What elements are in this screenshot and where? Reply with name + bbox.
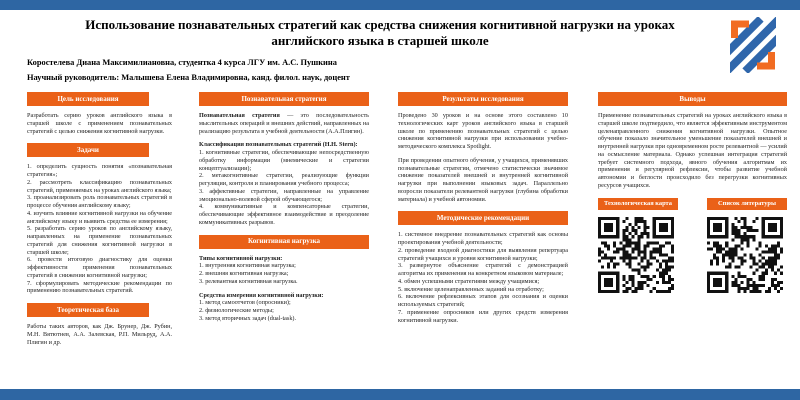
qr-section: [598, 198, 787, 293]
recommendation-item: 4. обмен успешными стратегиями между учащимися;: [398, 277, 540, 285]
university-logo-icon: [730, 17, 776, 73]
task-item: 3. проанализировать роль познавательных стратегий в процессе обучения английскому языку;: [27, 194, 172, 209]
measure-item: 1. метод самоотчетов (опросники);: [199, 299, 291, 307]
poster-title: Использование познавательных стратегий как средства снижения когнитивной нагрузки на уроках английского языка в старшей школе: [85, 17, 675, 49]
measure-item: 3. метод вторичных задач (dual-task).: [199, 314, 297, 322]
recommendation-item: 6. включение рефлексивных этапов для осознания и оценки используемых стратегий;: [398, 293, 568, 308]
qr-code-tech-map: [598, 217, 674, 293]
load-types-heading: Типы когнитивной нагрузки:: [199, 254, 283, 262]
section-header-strategy: Познавательная стратегия: [199, 92, 369, 106]
task-item: 7. сформулировать методические рекомендации по применению познавательных стратегий.: [27, 279, 172, 295]
recommendation-item: 1. системное внедрение познавательных стратегий как основы проектирования учебной деятельности;: [398, 231, 568, 246]
classification-item: 4. коммуникативные и компенсаторные стратегии, обеспечивающие эффективное взаимодействие и преодоление коммуникативных разрывов.: [199, 203, 369, 226]
section-header-tasks: Задачи: [27, 143, 149, 157]
strategy-definition-lead: Познавательная стратегия: [199, 112, 280, 119]
references-block: [707, 198, 787, 293]
task-item: 4. изучить влияние когнитивной нагрузки на обучение английскому языку и выявить средства ее измерения;: [27, 209, 172, 225]
column-results-recommendations: [398, 92, 568, 324]
classification-item: 2. метакогнитивные стратегии, реализующие функции регуляции, контроля и планирования учебного процесса;: [199, 172, 369, 187]
section-header-recommendations: Методические рекомендации: [398, 211, 568, 225]
measures-heading: Средства измерения когнитивной нагрузки:: [199, 291, 324, 299]
results-paragraph-1: Проведено 30 уроков и на основе этого составлено 10 технологических карт уроков английского языка в старшей школе по применению познавательных стратегий с целью снижения когнитивной нагрузки при использовании учебно-методического комплекса Spotlight.: [398, 112, 568, 150]
section-header-conclusions: Выводы: [598, 92, 787, 106]
supervisor-line: Научный руководитель: Малышева Елена Владимировна, канд. филол. наук, доцент: [27, 73, 350, 83]
qr-label-references: Список литературы: [707, 198, 787, 210]
goal-text: Разработать серию уроков английского языка в старшей школе с применением познавательных стратегий с целью снижения когнитивной нагрузки.: [27, 112, 172, 135]
bottom-accent-bar: [0, 389, 800, 400]
measure-item: 2. физиологические методы;: [199, 307, 274, 314]
column-conclusions: [598, 92, 787, 293]
conclusions-text: Применение познавательных стратегий на уроках английского языка в старшей школе подтвердило, что является эффективным инструментом целенаправленного снижения когнитивной нагрузки. Опытное обучение показало значительное уменьшение показателей внешней и внутренней нагрузки при одновременном росте релевантной — усилий на осмысление материала. Однако успешная интеграция стратегий требует системного подхода, явного обучения алгоритмам их применения и регулярной рефлексии, чтобы развитие учебной автономии и беглости происходило без перегрузки когнитивных ресурсов учащихся.: [598, 112, 787, 189]
qr-label-tech-map: Технологическая карта: [598, 198, 678, 210]
strategy-definition-rest: — это последовательность мыслительных операций и внешних действий, направленных на реализацию результата в учебной деятельности (А.А.Плигин).: [199, 112, 369, 135]
recommendation-item: 2. проведение входной диагностики для выявления репертуара стратегий учащихся и уровня когнитивной нагрузки;: [398, 246, 568, 262]
column-goal-tasks: [27, 92, 172, 346]
classification-item: 3. аффективные стратегии, направленные на управление эмоционально-волевой сферой обучающегося;: [199, 187, 369, 203]
tech-map-block: [598, 198, 678, 293]
section-header-goal: Цель исследования: [27, 92, 149, 106]
column-strategy-load: [199, 92, 369, 323]
load-type-item: 1. внутренняя когнитивная нагрузка;: [199, 262, 296, 270]
task-item: 1. определить сущность понятия «познавательная стратегия»;: [27, 163, 172, 178]
recommendations-list: [398, 231, 568, 324]
section-header-results: Результаты исследования: [398, 92, 568, 106]
task-item: 5. разработать серию уроков по английскому языку, направленных на применение познавательных стратегий для снижения когнитивной нагрузки в старшей школе;: [27, 225, 172, 256]
task-item: 6. провести итоговую диагностику для оценки эффективности применения познавательных стратегий в снижении когнитивной нагрузки;: [27, 256, 172, 279]
recommendation-item: 3. развернутое объяснение стратегий с демонстрацией алгоритма их применения на конкретном языковом материале;: [398, 262, 568, 277]
theory-text: Работы таких авторов, как Дж. Брунер, Дж. Рубин, М.Н. Вятютнев, А.А. Залевская, Р.П. Мильруд, А.А. Плигин и др.: [27, 323, 172, 346]
classification-heading: Классификация познавательных стратегий (H.H. Stern):: [199, 141, 358, 149]
author-line: Коростелева Диана Максимилиановна, студентка 4 курса ЛГУ им. А.С. Пушкина: [27, 58, 337, 67]
load-type-item: 3. релевантная когнитивная нагрузка.: [199, 277, 298, 285]
load-type-item: 2. внешняя когнитивная нагрузка;: [199, 270, 289, 277]
qr-code-references: [707, 217, 783, 293]
classification-item: 1. когнитивные стратегии, обеспечивающие непосредственную обработку информации (мнемические и стратегии концептуализации);: [199, 149, 369, 172]
tasks-list: [27, 163, 172, 295]
section-header-theory: Теоретическая база: [27, 303, 149, 317]
task-item: 2. рассмотреть классификацию познавательных стратегий, применяемых на уроках английского языка;: [27, 178, 172, 194]
recommendation-item: 7. применение опросников или других средств измерения когнитивной нагрузки.: [398, 308, 568, 324]
recommendation-item: 5. включение целенаправленных заданий на отработку;: [398, 285, 544, 293]
strategy-definition: [199, 112, 369, 135]
author-block: [27, 58, 547, 88]
section-header-cognitive-load: Когнитивная нагрузка: [199, 235, 369, 249]
top-accent-bar: [0, 0, 800, 10]
results-paragraph-2: При проведении опытного обучения, у учащихся, применявших познавательные стратегии, отмечено статистически значимое снижение показателей внешней и внутренней когнитивной нагрузки при выполнении языковых задач. Параллельно возросли показатели релевантной нагрузки (глубина обработки материала) и учебной автономии.: [398, 156, 568, 203]
